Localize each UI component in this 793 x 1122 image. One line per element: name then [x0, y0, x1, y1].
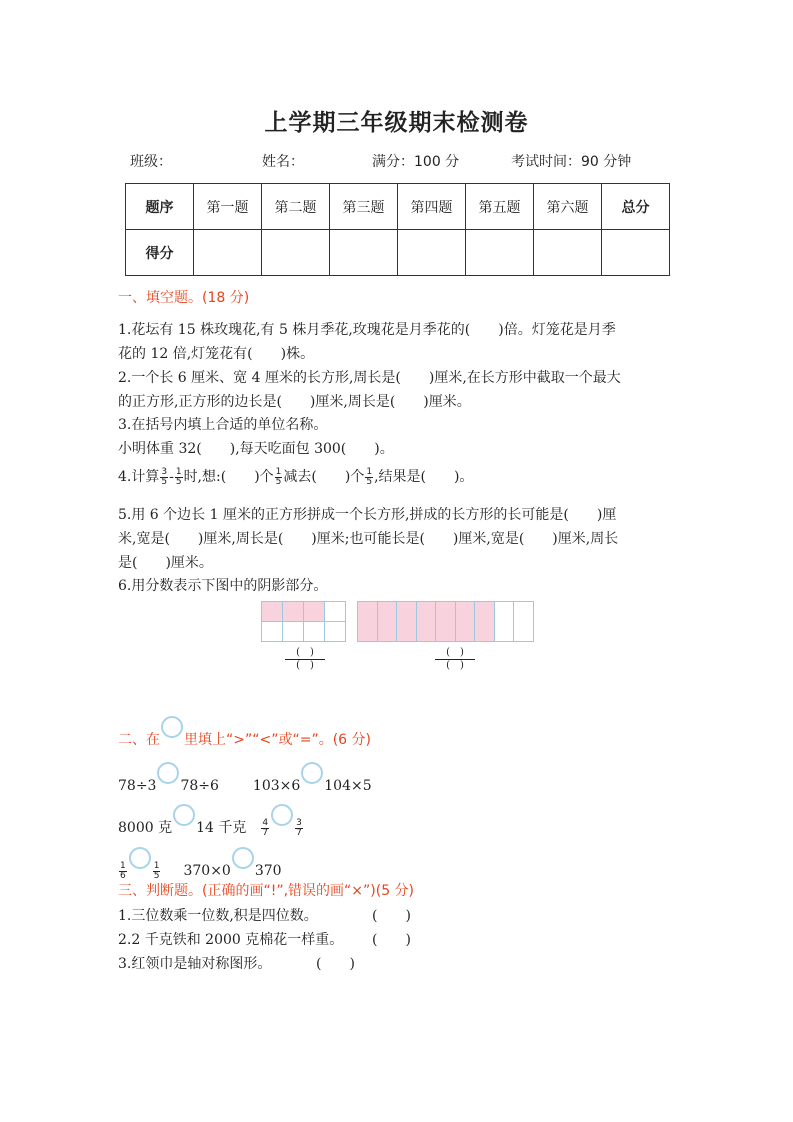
numerator: 1	[175, 466, 182, 477]
expr: 370×0	[183, 863, 231, 879]
compare-circle[interactable]	[301, 762, 323, 784]
judge-2: 2.2 千克铁和 2000 克棉花一样重。	[118, 932, 344, 948]
compare-circle[interactable]	[232, 847, 254, 869]
numerator-blank: ( )	[435, 647, 475, 660]
expr: 370	[254, 863, 282, 879]
circle-icon	[161, 716, 183, 738]
text: 里填上“>”“<”或“=”。(6 分)	[184, 732, 371, 748]
fraction	[160, 468, 168, 487]
question-2-cont: 的正方形,正方形的边长是( )厘米,周长是( )厘米。	[118, 394, 471, 410]
question-5: 5.用 6 个边长 1 厘米的正方形拼成一个长方形,拼成的长方形的长可能是( )厘	[118, 507, 617, 523]
denominator: 5	[175, 476, 182, 487]
compare-row-2	[118, 804, 304, 838]
expr: 78÷3	[118, 778, 157, 794]
expr: 78÷6	[180, 778, 219, 794]
shaded-cell	[377, 602, 397, 642]
compare-circle[interactable]	[173, 804, 195, 826]
expr: 14 千克	[196, 820, 247, 836]
shaded-cell	[397, 602, 417, 642]
numerator: 1	[120, 860, 126, 871]
text: 减去( )个	[283, 469, 365, 485]
header-cell: 第二题	[262, 184, 330, 230]
fraction	[275, 468, 283, 487]
denominator: 5	[366, 476, 373, 487]
numerator: 3	[296, 817, 302, 828]
numerator: 1	[153, 860, 160, 871]
denominator: 6	[120, 870, 126, 881]
empty-cell	[283, 622, 304, 642]
header-cell: 第一题	[194, 184, 262, 230]
question-5-cont: 米,宽是( )厘米,周长是( )厘米;也可能长是( )厘米,宽是( )厘米,周长	[118, 531, 619, 547]
header-cell: 第五题	[466, 184, 534, 230]
fraction	[153, 862, 161, 881]
empty-cell	[325, 602, 346, 622]
empty-cell	[262, 622, 283, 642]
text: ,结果是( )。	[374, 469, 474, 485]
judge-2-answer[interactable]: ( )	[372, 932, 411, 948]
fraction	[261, 819, 269, 838]
shaded-cell	[304, 602, 325, 622]
compare-circle[interactable]	[271, 804, 293, 826]
denominator: 7	[296, 827, 302, 838]
fraction	[295, 819, 303, 838]
question-1: 1.花坛有 15 株玫瑰花,有 5 株月季花,玫瑰花是月季花的( )倍。灯笼花是月季	[118, 322, 616, 338]
denominator-blank: ( )	[446, 660, 464, 671]
text: 4.计算	[118, 469, 160, 485]
expr: 8000 克	[118, 820, 173, 836]
text: -	[169, 469, 174, 485]
fraction-figure-2	[357, 601, 534, 642]
answer-fraction-1[interactable]	[285, 647, 325, 672]
fraction	[175, 468, 183, 487]
score-cell[interactable]	[602, 230, 670, 276]
header-cell: 第三题	[330, 184, 398, 230]
empty-cell	[494, 602, 514, 642]
class-label: 班级：	[130, 154, 172, 170]
judge-3-answer[interactable]: ( )	[316, 956, 355, 972]
judge-1-answer[interactable]: ( )	[372, 908, 411, 924]
score-cell[interactable]	[262, 230, 330, 276]
name-label: 姓名：	[262, 154, 304, 170]
shaded-cell	[475, 602, 495, 642]
numerator: 1	[275, 466, 282, 477]
score-table	[125, 183, 670, 276]
section-3-heading: 三、判断题。(正确的画“!”,错误的画“×”)(5 分)	[118, 883, 415, 899]
full-score: 满分：100 分	[372, 154, 460, 170]
shaded-cell	[358, 602, 378, 642]
section-2-heading	[118, 716, 371, 749]
fraction	[119, 862, 127, 881]
numerator: 1	[366, 466, 373, 477]
question-4	[118, 466, 473, 487]
compare-row-1	[118, 762, 372, 794]
fraction-figure-1	[261, 601, 346, 642]
judge-3: 3.红领巾是轴对称图形。	[118, 956, 272, 972]
row-label: 得分	[126, 230, 194, 276]
shaded-cell	[455, 602, 475, 642]
numerator: 4	[262, 817, 269, 828]
fraction	[365, 468, 373, 487]
text: 二、在	[118, 732, 160, 748]
score-cell[interactable]	[466, 230, 534, 276]
header-cell: 总分	[602, 184, 670, 230]
empty-cell	[304, 622, 325, 642]
text: 时,想:( )个	[183, 469, 274, 485]
question-2: 2.一个长 6 厘米、宽 4 厘米的长方形,周长是( )厘米,在长方形中截取一个最大	[118, 370, 621, 386]
compare-circle[interactable]	[129, 847, 151, 869]
empty-cell	[325, 622, 346, 642]
question-5-cont2: 是( )厘米。	[118, 555, 213, 571]
exam-time: 考试时间：90 分钟	[511, 154, 632, 170]
shaded-cell	[262, 602, 283, 622]
header-cell: 第四题	[398, 184, 466, 230]
denominator: 5	[161, 476, 168, 487]
expr: 103×6	[252, 778, 301, 794]
denominator: 5	[275, 476, 282, 487]
judge-1: 1.三位数乘一位数,积是四位数。	[118, 908, 318, 924]
question-1-cont: 花的 12 倍,灯笼花有( )株。	[118, 346, 315, 362]
denominator-blank: ( )	[296, 660, 314, 671]
question-3-cont: 小明体重 32( ),每天吃面包 300( )。	[118, 441, 394, 457]
question-6: 6.用分数表示下图中的阴影部分。	[118, 578, 328, 594]
score-cell[interactable]	[398, 230, 466, 276]
page-title: 上学期三年级期末检测卷	[264, 110, 529, 136]
empty-cell	[514, 602, 534, 642]
header-cell: 题序	[126, 184, 194, 230]
shaded-cell	[416, 602, 436, 642]
denominator: 7	[262, 827, 269, 838]
numerator-blank: ( )	[285, 647, 325, 660]
header-cell: 第六题	[534, 184, 602, 230]
section-1-heading: 一、填空题。(18 分)	[118, 290, 250, 306]
score-cell[interactable]	[534, 230, 602, 276]
score-cell[interactable]	[194, 230, 262, 276]
numerator: 3	[161, 466, 168, 477]
shaded-cell	[283, 602, 304, 622]
score-cell[interactable]	[330, 230, 398, 276]
compare-circle[interactable]	[157, 762, 179, 784]
compare-row-3	[118, 847, 282, 881]
expr: 104×5	[324, 778, 372, 794]
answer-fraction-2[interactable]	[435, 647, 475, 672]
question-3: 3.在括号内填上合适的单位名称。	[118, 417, 328, 433]
shaded-cell	[436, 602, 456, 642]
denominator: 5	[153, 870, 160, 881]
